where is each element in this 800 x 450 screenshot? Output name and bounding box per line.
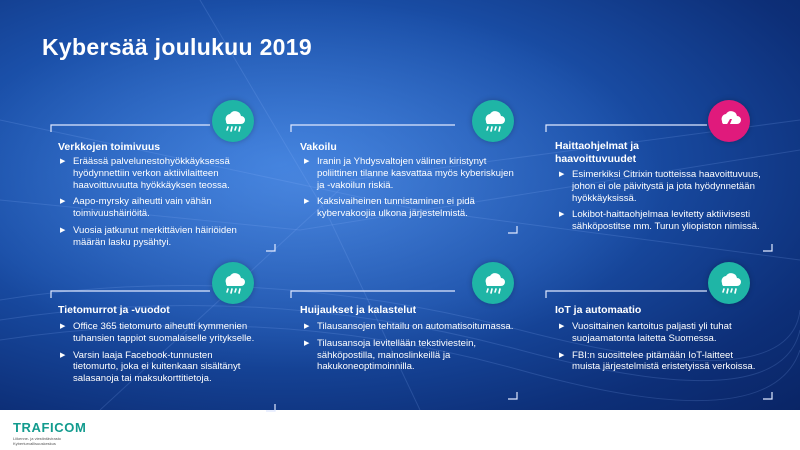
bullet: ▶ Kaksivaiheinen tunnistaminen ei pidä kybervakoojia ulkona järjestelmistä. xyxy=(304,196,514,220)
card-bullets xyxy=(304,321,514,378)
bullet: ▶ Esimerkiksi Citrixin tuotteissa haavoittuvuus, johon ei ole päivitystä ja jota hyödynnetään hyökkäyksissä. xyxy=(559,169,769,204)
logo-subtitle: Liikenne- ja viestintävirasto Kyberturvallisuuskeskus xyxy=(13,436,62,446)
storm-cloud-icon xyxy=(708,100,750,142)
bullet: ▶ Tilausansojen tehtailu on automatisoitumassa. xyxy=(304,321,514,333)
bullet: ▶ Aapo-myrsky aiheutti vain vähän toimivuushäiriöitä. xyxy=(60,196,272,220)
card-heading: IoT ja automaatio xyxy=(555,304,642,316)
bullet: ▶ Vuosittainen kartoitus paljasti yli tuhat suojaamatonta laitetta Suomessa. xyxy=(559,321,759,345)
bullet: ▶ Tilausansoja levitellään tekstiviestein, sähköpostilla, mainoslinkeillä ja hakukoneoptimoinnilla. xyxy=(304,338,514,373)
bullet: ▶ Eräässä palvelunestohyökkäyksessä hyödynnettiin verkon aktiivilaitteen haavoittuvuutta hyökkäyksen teossa. xyxy=(60,156,272,191)
logo-wordmark: TRAFICOM xyxy=(13,420,87,435)
bullet: ▶ Varsin laaja Facebook-tunnusten tietomurto, joka ei kuitenkaan sisältänyt salasanoja tai maksukorttitietoja. xyxy=(60,350,260,385)
card-heading: Verkkojen toimivuus xyxy=(58,141,161,153)
card-haittaohjelmat xyxy=(545,124,773,252)
card-bullets xyxy=(60,156,272,254)
rain-cloud-icon xyxy=(708,262,750,304)
rain-cloud-icon xyxy=(472,262,514,304)
rain-cloud-icon xyxy=(472,100,514,142)
bullet: ▶ Lokibot-haittaohjelmaa levitetty aktiivisesti sähköpostitse mm. Turun yliopiston nimissä. xyxy=(559,209,769,233)
page-title: Kybersää joulukuu 2019 xyxy=(42,34,312,60)
card-bullets xyxy=(559,321,759,378)
rain-cloud-icon xyxy=(212,100,254,142)
card-heading: Haittaohjelmat ja haavoittuvuudet xyxy=(555,140,640,165)
card-bullets xyxy=(60,321,260,390)
card-huijaukset xyxy=(290,290,518,400)
card-heading: Vakoilu xyxy=(300,141,337,153)
card-heading: Tietomurrot ja -vuodot xyxy=(58,304,170,316)
card-heading: Huijaukset ja kalastelut xyxy=(300,304,417,316)
card-vakoilu xyxy=(290,124,518,234)
card-bullets xyxy=(304,156,514,225)
card-verkkojen-toimivuus xyxy=(50,124,276,252)
rain-cloud-icon xyxy=(212,262,254,304)
bullet: ▶ FBI:n suosittelee pitämään IoT-laitteet muista järjestelmistä eristetyissä verkoissa. xyxy=(559,350,759,374)
bullet: ▶ Vuosia jatkunut merkittävien häiriöiden määrän lasku pysähtyi. xyxy=(60,225,272,249)
card-bullets xyxy=(559,169,769,238)
bullet: ▶ Office 365 tietomurto aiheutti kymmenien tuhansien tappiot suomalaiselle yritykselle. xyxy=(60,321,260,345)
card-tietomurrot xyxy=(50,290,276,412)
card-iot-automaatio xyxy=(545,290,773,400)
traficom-logo xyxy=(13,420,93,446)
bullet: ▶ Iranin ja Yhdysvaltojen välinen kiristynyt poliittinen tilanne kasvattaa myös kyberiskujen ja -vakoilun riskiä. xyxy=(304,156,514,191)
